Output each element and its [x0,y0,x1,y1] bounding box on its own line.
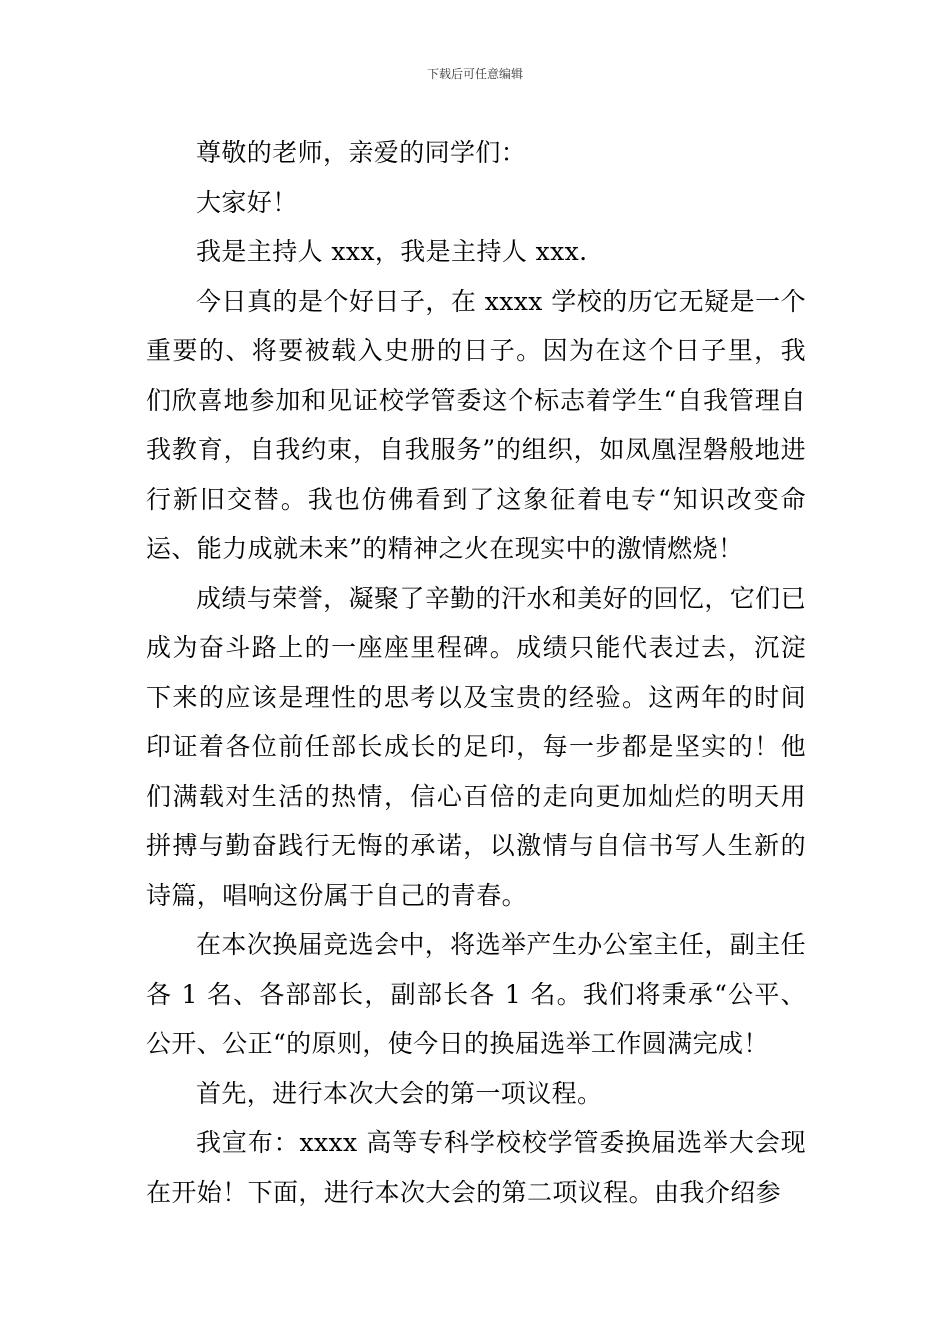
body-paragraph: 在本次换届竞选会中，将选举产生办公室主任，副主任各 1 名、各部部长，副部长各 1 名。我们将秉承“公平、公开、公正“的原则，使今日的换届选举工作圆满完成！ [146,930,806,1058]
salutation-paragraph: 尊敬的老师，亲爱的同学们： [196,138,527,167]
page-header: 下载后可任意编辑 [426,67,523,81]
body-paragraph: 今日真的是个好日子，在 xxxx 学校的历它无疑是一个重要的、将要被载入史册的日子。因为在这个日子里，我们欣喜地参加和见证校学管委这个标志着学生“自我管理自我教育，自我约束，自我服务”的组织，如凤凰涅磐般地进行新旧交替。我也仿佛看到了这象征着电专“知识改变命运、能力成就未来”的精神之火在现实中的激情燃烧！ [146,286,806,563]
document-body [146,128,806,1217]
body-paragraph: 首先，进行本次大会的第一项议程。 [196,1078,603,1108]
host-intro-paragraph: 我是主持人 xxx，我是主持人 xxx. [196,237,588,266]
body-paragraph: 我宣布：xxxx 高等专科学校校学管委换届选举大会现在开始！下面，进行本次大会的第二项议程。由我介绍参 [146,1128,806,1207]
greeting-paragraph: 大家好！ [196,187,298,217]
body-paragraph: 成绩与荣誉，凝聚了辛勤的汗水和美好的回忆，它们已成为奋斗路上的一座座里程碑。成绩只能代表过去，沉淀下来的应该是理性的思考以及宝贵的经验。这两年的时间印证着各位前任部长成长的足印，每一步都是坚实的！他们满载对生活的热情，信心百倍的走向更加灿烂的明天用拼搏与勤奋践行无悔的承诺，以激情与自信书写人生新的诗篇，唱响这份属于自己的青春。 [146,583,806,910]
